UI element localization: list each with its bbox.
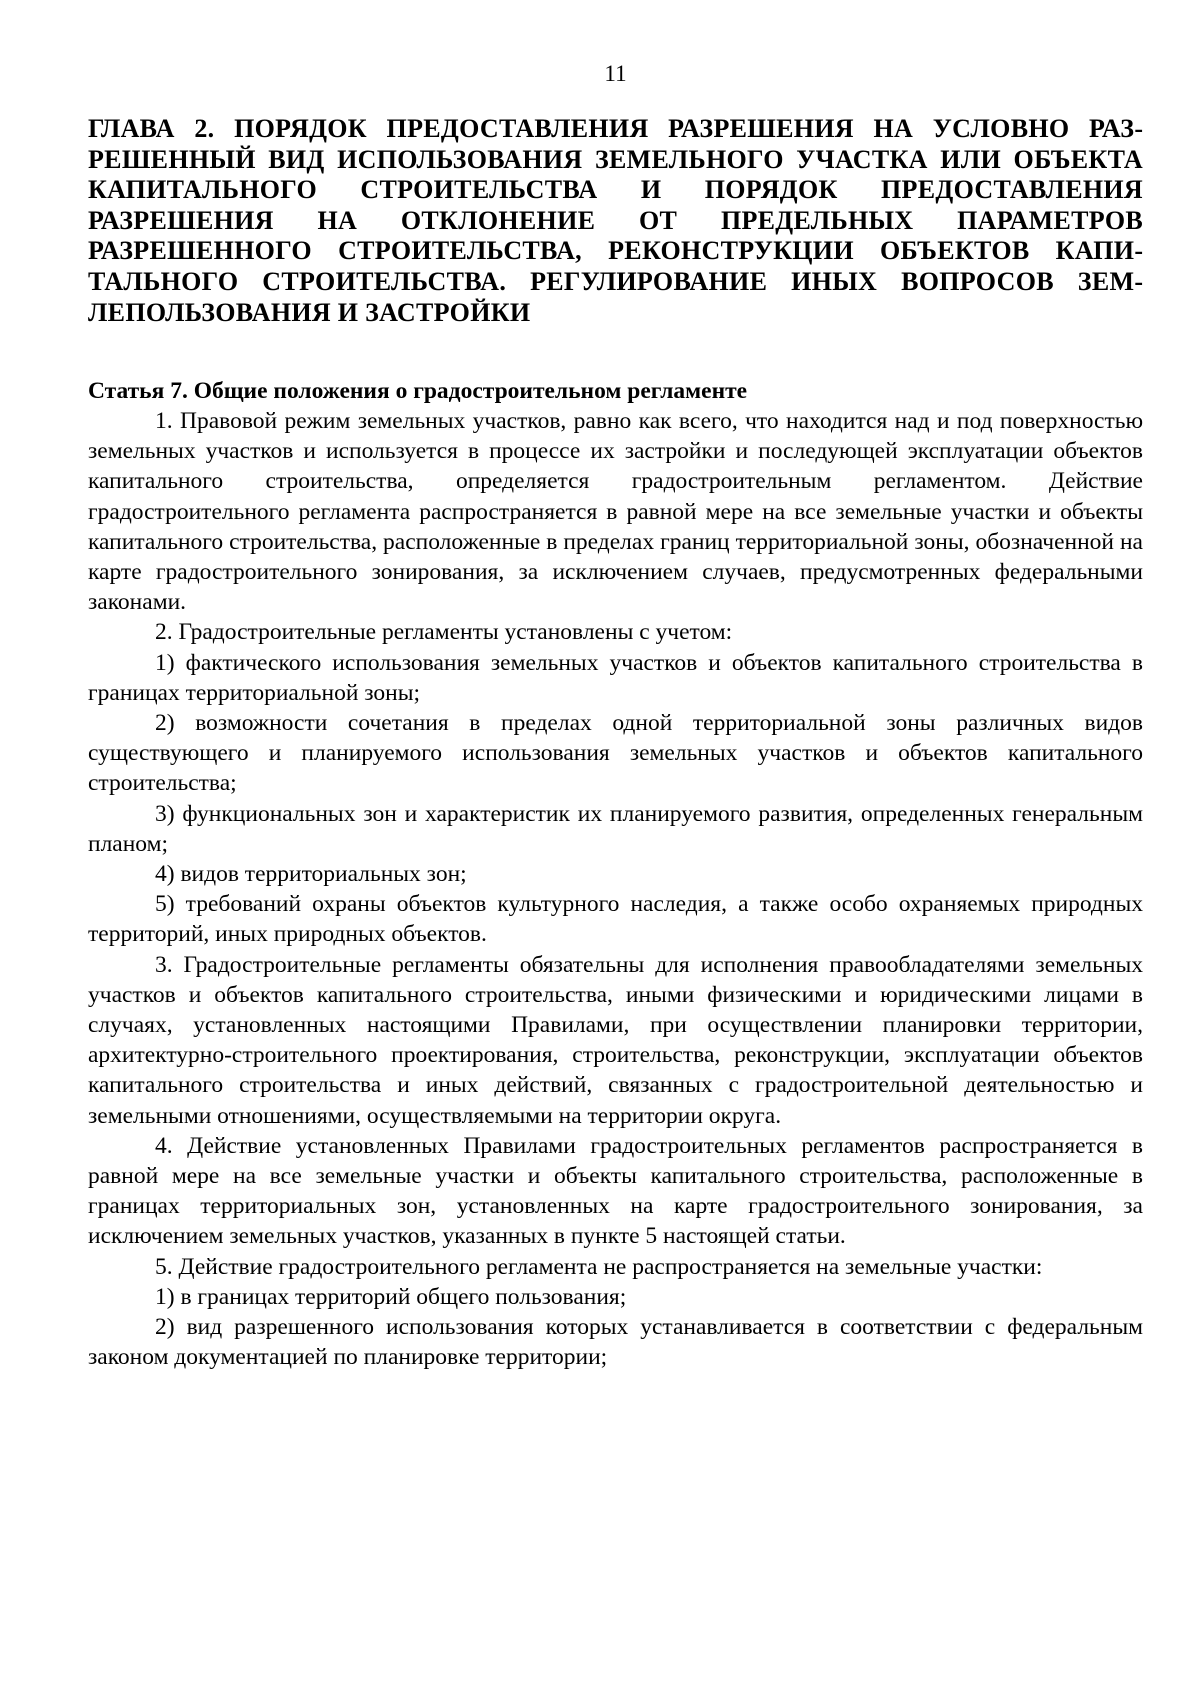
paragraph-3: 3. Градостроительные регламенты обязательны для исполнения правообладателями земельных участков и объектов капитального строительства, иными физическими и юридическими лицами в случаях, установленных настоящими Правилами, при осуществлении планировки территории, архитектурно-строительного проектирования, строительства, реконструкции, эксплуатации объектов капитального строительства и иных действий, связанных с градостроительной деятельностью и земельными отношениями, осуществляемыми на территории округа. xyxy=(88,951,1143,1129)
list-item-2-3: 3) функциональных зон и характеристик их планируемого развития, определенных генеральным планом; xyxy=(88,800,1143,857)
paragraph-2: 2. Градостроительные регламенты установлены с учетом: xyxy=(155,619,733,646)
article-title: Статья 7. Общие положения о градостроительном регламенте xyxy=(88,378,748,404)
list-item-2-1: 1) фактического использования земельных участков и объектов капитального строительства в границах территориальной зоны; xyxy=(88,649,1143,706)
list-item-2-5: 5) требований охраны объектов культурного наследия, а также особо охраняемых природных территорий, иных природных объектов. xyxy=(88,891,1143,948)
list-item-5-1: 1) в границах территорий общего пользования; xyxy=(155,1283,627,1310)
paragraph-4: 4. Действие установленных Правилами градостроительных регламентов распространяется в равной мере на все земельные участки и объекты капитального строительства, расположенные в границах территориальных зон, установленных на карте градостроительного зонирования, за исключением земельных участков, указанных в пункте 5 настоящей статьи. xyxy=(88,1132,1143,1250)
page-number: 11 xyxy=(604,61,627,86)
article-7 xyxy=(88,376,1143,1373)
paragraph-1: 1. Правовой режим земельных участков, равно как всего, что находится над и под поверхностью земельных участков и используется в процессе их застройки и последующей эксплуатации объектов капитального строительства, определяется градостроительным регламентом. Действие градостроительного регламента распространяется в равной мере на все земельные участки и объекты капитального строительства, расположенные в пределах границ территориальной зоны, обозначенной на карте градостроительного зонирования, за исключением случаев, предусмотренных федеральными законами. xyxy=(88,408,1143,616)
paragraph-5: 5. Действие градостроительного регламента не распространяется на земельные участки: xyxy=(155,1253,1043,1280)
list-item-2-2: 2) возможности сочетания в пределах одной территориальной зоны различных видов существующего и планируемого использования земельных участков и объектов капитального строительства; xyxy=(88,710,1143,797)
list-item-5-2: 2) вид разрешенного использования которых устанавливается в соответствии с федеральным законом документацией по планировке территории; xyxy=(88,1314,1143,1371)
chapter-title: ГЛАВА 2. ПОРЯДОК ПРЕДОСТАВЛЕНИЯ РАЗРЕШЕНИЯ НА УСЛОВНО РАЗРЕШЕННЫЙ ВИД ИСПОЛЬЗОВАНИЯ ЗЕМЕЛЬНОГО УЧАСТКА ИЛИ ОБЪЕКТА КАПИТАЛЬНОГО СТРОИТЕЛЬСТВА И ПОРЯДОК ПРЕДОСТАВЛЕНИЯ РАЗРЕШЕНИЯ НА ОТКЛОНЕНИЕ ОТ ПРЕДЕЛЬНЫХ ПАРАМЕТРОВ РАЗРЕШЕННОГО СТРОИТЕЛЬСТВА, РЕКОНСТРУКЦИИ ОБЪЕКТОВ КАПИТАЛЬНОГО СТРОИТЕЛЬСТВА. РЕГУЛИРОВАНИЕ ИНЫХ ВОПРОСОВ ЗЕМЛЕПОЛЬЗОВАНИЯ И ЗАСТРОЙКИ xyxy=(88,114,1143,327)
list-item-2-4: 4) видов территориальных зон; xyxy=(155,861,467,888)
